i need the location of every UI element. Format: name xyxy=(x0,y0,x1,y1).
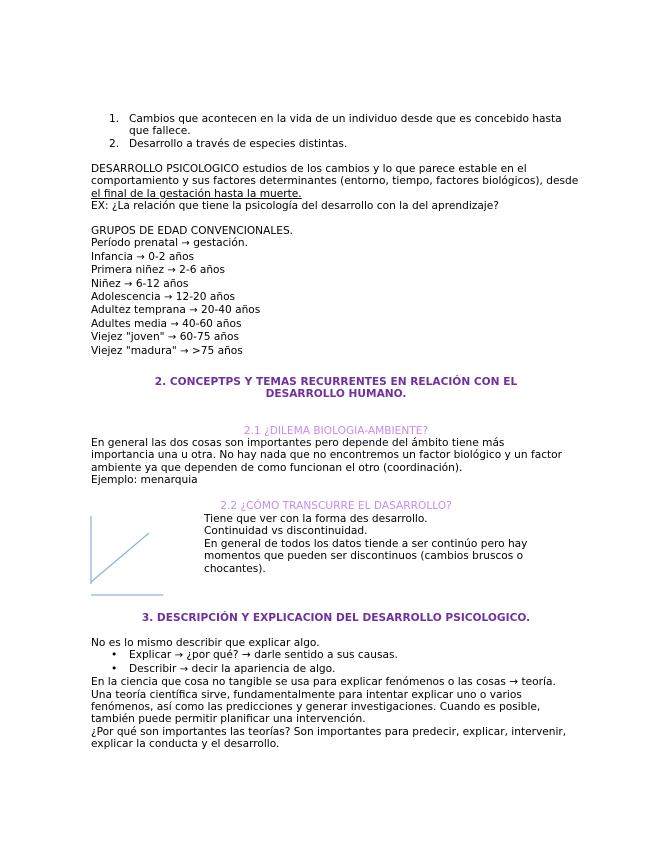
list-number: 2. xyxy=(109,137,120,150)
continuity-diagram xyxy=(88,512,168,602)
definition-paragraph xyxy=(91,163,581,213)
diagram-growth-line xyxy=(91,533,149,582)
subsection-2-2-body xyxy=(204,513,534,575)
arrow-icon: → xyxy=(179,663,189,675)
definition-underlined: el final de la gestación hasta la muerte. xyxy=(91,187,302,200)
example-line: Ejemplo: menarquia xyxy=(91,474,198,487)
paragraph: Tiene que ver con la forma des desarrollo. xyxy=(204,513,428,525)
list-item: • Describir → decir la apariencia de algo. xyxy=(111,662,336,675)
section-3-body xyxy=(91,637,569,751)
list-item xyxy=(91,138,581,150)
paragraph: ¿Por qué son importantes las teorías? Son importantes para predecir, explicar, intervenir, explicar la conducta y el desarrollo. xyxy=(91,725,567,751)
age-group-row: Viejez "joven" → 60-75 años xyxy=(91,331,240,344)
age-group-row: Adultes media → 40-60 años xyxy=(91,317,242,330)
arrow-icon: → xyxy=(180,345,189,357)
arrow-icon: → xyxy=(170,318,179,330)
arrow-icon: → xyxy=(136,251,145,263)
paragraph: Continuidad vs discontinuidad. xyxy=(204,525,368,538)
age-group-row: Viejez "madura" → >75 años xyxy=(91,344,243,357)
age-group-row: Primera niñez → 2-6 años xyxy=(91,264,226,277)
paragraph: En general las dos cosas son importantes pero depende del ámbito tiene más importancia una u otra. No hay nada que no encontremos un factor biológico y un factor ambiente ya que dependen de como funcionan el otro (coordinación). xyxy=(91,437,563,474)
age-group-row: Adolescencia → 12-20 años xyxy=(91,291,236,304)
list-number: 1. xyxy=(109,113,120,125)
section-3-heading: 3. DESCRIPCIÓN Y EXPLICACION DEL DESARROLLO PSICOLOGICO. xyxy=(141,612,531,624)
arrow-icon: → xyxy=(163,292,173,304)
arrow-icon: → xyxy=(181,238,190,250)
list-item-text: Cambios que acontecen en la vida de un individuo desde que es concebido hasta que fallece. xyxy=(129,113,562,138)
age-group-row: Infancia → 0-2 años xyxy=(91,250,195,263)
age-groups xyxy=(91,225,581,358)
subsection-2-1-body xyxy=(91,437,571,487)
arrow-icon: → xyxy=(174,650,184,662)
paragraph: No es lo mismo describir que explicar algo. xyxy=(91,637,320,649)
arrow-icon: → xyxy=(124,278,133,290)
list-item: • Explicar → ¿por qué? → darle sentido a sus causas. xyxy=(111,649,398,662)
paragraph: En la ciencia que cosa no tangible se usa para explicar fenómenos o las cosas → teoría. Una teoría científica sirve, fundamentalmente para intentar explicar uno o varios fenómenos, así como las predicciones y generar investigaciones. Cuando es posible, también puede permitir planificar una intervención. xyxy=(91,676,556,726)
age-groups-title: GRUPOS DE EDAD CONVENCIONALES. xyxy=(91,225,294,237)
paragraph: En general de todos los datos tiende a ser continúo pero hay momentos que pueden ser discontinuos (cambios bruscos o chocantes). xyxy=(204,537,528,575)
list-item xyxy=(91,113,581,138)
bullet-icon: • xyxy=(111,662,118,675)
list-item-text: Desarrollo a través de especies distintas. xyxy=(129,137,348,150)
section-2-heading: 2. CONCEPTPS Y TEMAS RECURRENTES EN RELACIÓN CON EL DESARROLLO HUMANO. xyxy=(154,376,518,401)
definition-text: DESARROLLO PSICOLOGICO estudios de los cambios y lo que parece estable en el comportamiento y sus factores determinantes (entorno, tiempo, factores biológicos), desde xyxy=(91,163,579,188)
arrow-icon: → xyxy=(189,305,198,317)
age-group-row: Adultez temprana → 20-40 años xyxy=(91,304,261,317)
arrow-icon: → xyxy=(167,265,176,277)
subsection-2-2-title: 2.2 ¿CÓMO TRANSCURRE EL DASARROLLO? xyxy=(220,500,452,512)
bullet-icon: • xyxy=(111,649,118,662)
definition-example: EX: ¿La relación que tiene la psicología del desarrollo con la del aprendizaje? xyxy=(91,200,499,213)
age-group-row: Niñez → 6-12 años xyxy=(91,277,189,290)
subsection-2-1-title: 2.1 ¿DILEMA BIOLOGIA-AMBIENTE? xyxy=(243,425,429,437)
arrow-icon: → xyxy=(167,332,177,344)
intro-numbered-list xyxy=(91,113,581,150)
age-group-row: Período prenatal → gestación. xyxy=(91,237,248,250)
